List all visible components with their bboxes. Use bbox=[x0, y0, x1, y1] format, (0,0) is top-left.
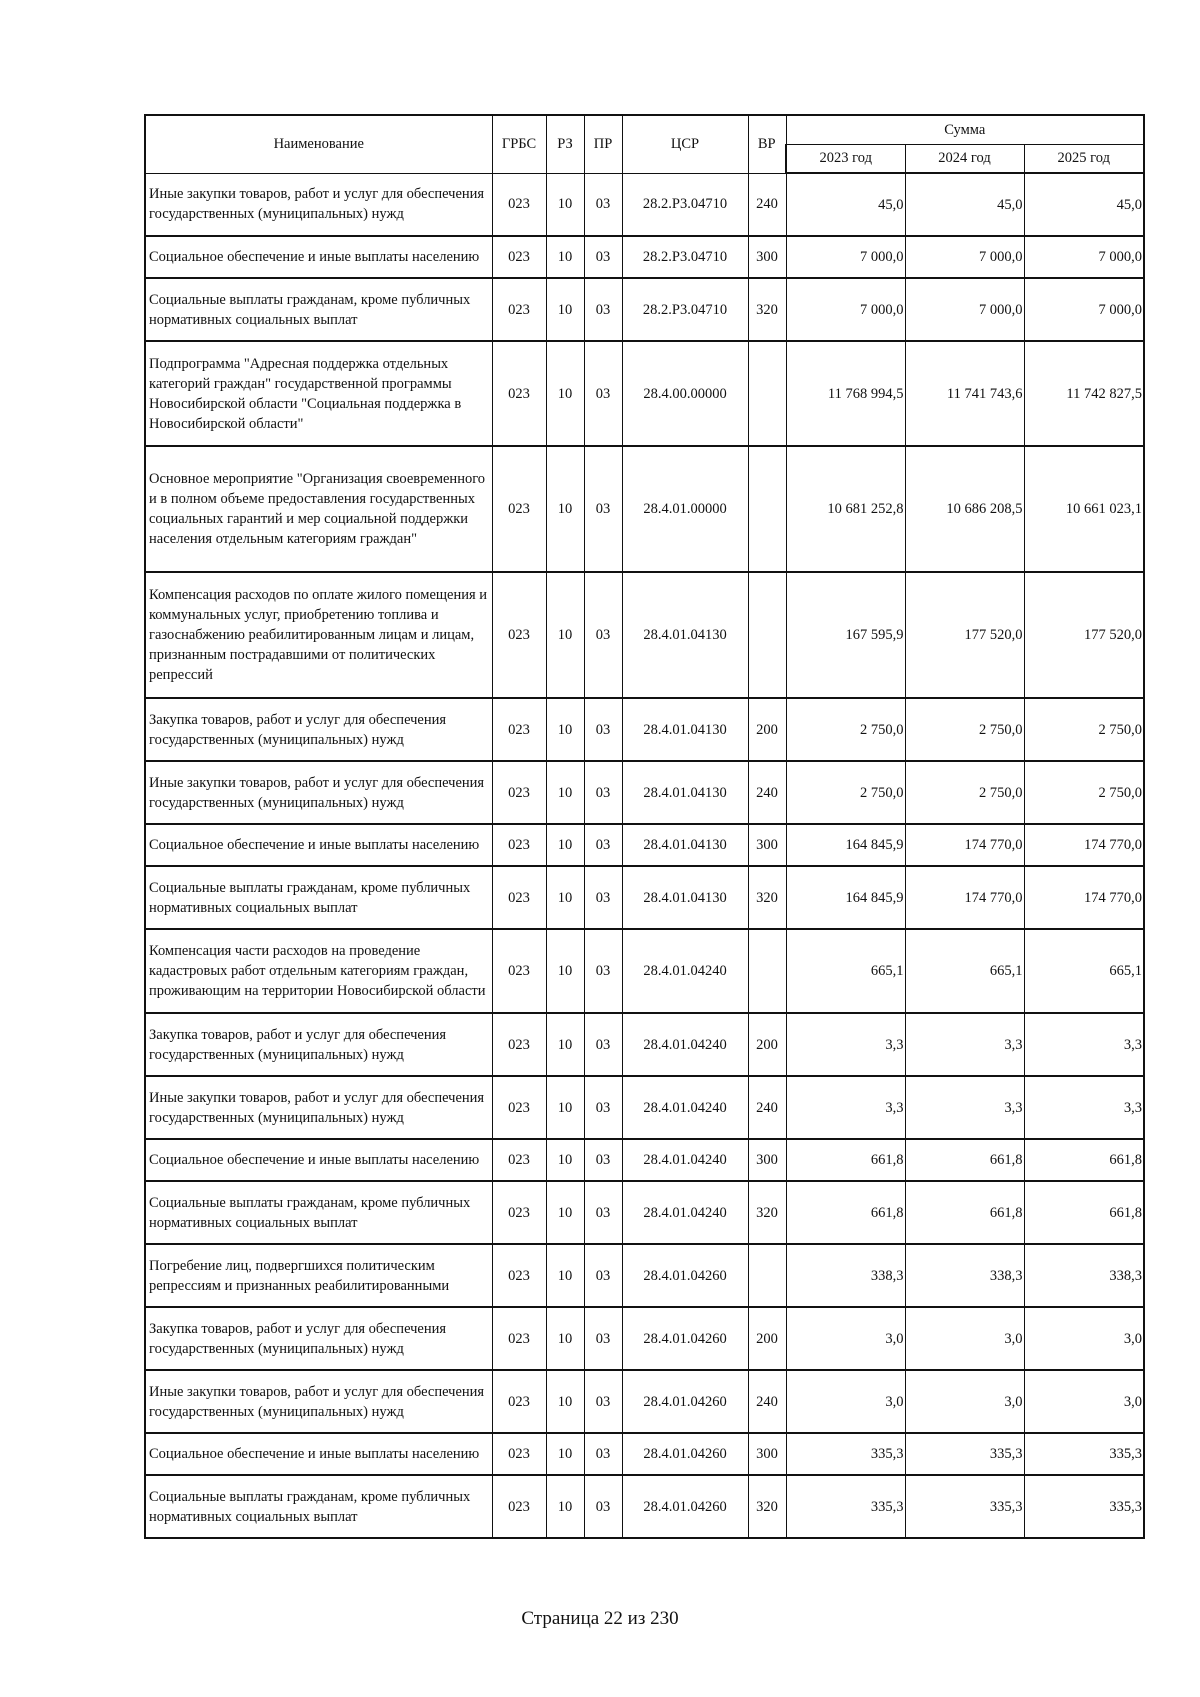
cell-grbs: 023 bbox=[492, 1013, 546, 1076]
table-row bbox=[145, 1181, 1144, 1244]
cell-rz: 10 bbox=[546, 761, 584, 824]
header-sum: Сумма bbox=[786, 115, 1144, 144]
cell-grbs: 023 bbox=[492, 341, 546, 446]
cell-vr: 300 bbox=[748, 1139, 786, 1181]
table-header bbox=[145, 115, 1144, 173]
cell-sum-2025: 3,0 bbox=[1024, 1307, 1144, 1370]
table-row bbox=[145, 341, 1144, 446]
cell-vr: 240 bbox=[748, 173, 786, 236]
cell-grbs: 023 bbox=[492, 278, 546, 341]
table-row bbox=[145, 236, 1144, 278]
cell-name: Иные закупки товаров, работ и услуг для обеспечения государственных (муниципальных) нужд bbox=[145, 1076, 492, 1139]
cell-vr bbox=[748, 446, 786, 572]
cell-grbs: 023 bbox=[492, 446, 546, 572]
cell-vr: 320 bbox=[748, 278, 786, 341]
cell-sum-2023: 7 000,0 bbox=[786, 278, 905, 341]
cell-sum-2025: 2 750,0 bbox=[1024, 761, 1144, 824]
cell-name: Социальные выплаты гражданам, кроме публичных нормативных социальных выплат bbox=[145, 278, 492, 341]
cell-sum-2025: 7 000,0 bbox=[1024, 236, 1144, 278]
cell-vr: 320 bbox=[748, 866, 786, 929]
header-year-2024: 2024 год bbox=[905, 144, 1024, 173]
cell-rz: 10 bbox=[546, 446, 584, 572]
cell-vr: 200 bbox=[748, 1307, 786, 1370]
budget-table bbox=[144, 114, 1145, 1539]
cell-grbs: 023 bbox=[492, 572, 546, 698]
cell-name: Закупка товаров, работ и услуг для обеспечения государственных (муниципальных) нужд bbox=[145, 1307, 492, 1370]
cell-name: Социальные выплаты гражданам, кроме публичных нормативных социальных выплат bbox=[145, 866, 492, 929]
table-row bbox=[145, 446, 1144, 572]
cell-pr: 03 bbox=[584, 1139, 622, 1181]
cell-sum-2023: 164 845,9 bbox=[786, 824, 905, 866]
cell-name: Основное мероприятие "Организация своевременного и в полном объеме предоставления государственных социальных гарантий и мер социальной поддержки населения отдельным категориям граждан" bbox=[145, 446, 492, 572]
cell-sum-2024: 665,1 bbox=[905, 929, 1024, 1013]
cell-sum-2025: 7 000,0 bbox=[1024, 278, 1144, 341]
cell-sum-2025: 335,3 bbox=[1024, 1475, 1144, 1538]
cell-pr: 03 bbox=[584, 1307, 622, 1370]
cell-grbs: 023 bbox=[492, 1370, 546, 1433]
cell-sum-2024: 177 520,0 bbox=[905, 572, 1024, 698]
cell-rz: 10 bbox=[546, 1076, 584, 1139]
cell-csr: 28.4.01.04130 bbox=[622, 866, 748, 929]
cell-pr: 03 bbox=[584, 572, 622, 698]
cell-rz: 10 bbox=[546, 1181, 584, 1244]
cell-name: Социальное обеспечение и иные выплаты населению bbox=[145, 236, 492, 278]
cell-sum-2023: 3,0 bbox=[786, 1370, 905, 1433]
cell-pr: 03 bbox=[584, 1076, 622, 1139]
cell-rz: 10 bbox=[546, 341, 584, 446]
cell-csr: 28.4.01.04240 bbox=[622, 1181, 748, 1244]
cell-pr: 03 bbox=[584, 929, 622, 1013]
cell-vr bbox=[748, 572, 786, 698]
cell-csr: 28.4.01.04240 bbox=[622, 1013, 748, 1076]
cell-pr: 03 bbox=[584, 1013, 622, 1076]
cell-name: Погребение лиц, подвергшихся политическим репрессиям и признанных реабилитированными bbox=[145, 1244, 492, 1307]
header-grbs: ГРБС bbox=[492, 115, 546, 173]
cell-grbs: 023 bbox=[492, 1076, 546, 1139]
cell-grbs: 023 bbox=[492, 1475, 546, 1538]
cell-sum-2024: 45,0 bbox=[905, 173, 1024, 236]
cell-sum-2024: 174 770,0 bbox=[905, 866, 1024, 929]
cell-sum-2023: 661,8 bbox=[786, 1181, 905, 1244]
cell-pr: 03 bbox=[584, 446, 622, 572]
cell-name: Компенсация расходов по оплате жилого помещения и коммунальных услуг, приобретению топлива и газоснабжению реабилитированным лицам и лицам, признанным пострадавшими от политических репрессий bbox=[145, 572, 492, 698]
cell-rz: 10 bbox=[546, 866, 584, 929]
cell-pr: 03 bbox=[584, 698, 622, 761]
cell-sum-2025: 3,3 bbox=[1024, 1076, 1144, 1139]
cell-csr: 28.4.01.04130 bbox=[622, 761, 748, 824]
cell-sum-2023: 3,3 bbox=[786, 1013, 905, 1076]
table-row bbox=[145, 1013, 1144, 1076]
cell-csr: 28.4.01.00000 bbox=[622, 446, 748, 572]
cell-sum-2025: 661,8 bbox=[1024, 1139, 1144, 1181]
cell-vr: 200 bbox=[748, 698, 786, 761]
cell-sum-2025: 335,3 bbox=[1024, 1433, 1144, 1475]
cell-sum-2023: 10 681 252,8 bbox=[786, 446, 905, 572]
cell-csr: 28.2.P3.04710 bbox=[622, 236, 748, 278]
header-year-2023: 2023 год bbox=[786, 144, 905, 173]
cell-name: Социальные выплаты гражданам, кроме публичных нормативных социальных выплат bbox=[145, 1475, 492, 1538]
cell-rz: 10 bbox=[546, 173, 584, 236]
cell-sum-2025: 174 770,0 bbox=[1024, 866, 1144, 929]
cell-name: Закупка товаров, работ и услуг для обеспечения государственных (муниципальных) нужд bbox=[145, 1013, 492, 1076]
table-row bbox=[145, 761, 1144, 824]
cell-pr: 03 bbox=[584, 1181, 622, 1244]
table-row bbox=[145, 278, 1144, 341]
cell-sum-2024: 174 770,0 bbox=[905, 824, 1024, 866]
cell-sum-2025: 3,3 bbox=[1024, 1013, 1144, 1076]
cell-sum-2023: 167 595,9 bbox=[786, 572, 905, 698]
cell-name: Социальные выплаты гражданам, кроме публичных нормативных социальных выплат bbox=[145, 1181, 492, 1244]
table-row bbox=[145, 173, 1144, 236]
cell-grbs: 023 bbox=[492, 866, 546, 929]
header-year-2025: 2025 год bbox=[1024, 144, 1144, 173]
cell-name: Социальное обеспечение и иные выплаты населению bbox=[145, 1433, 492, 1475]
cell-rz: 10 bbox=[546, 1433, 584, 1475]
cell-sum-2023: 45,0 bbox=[786, 173, 905, 236]
cell-rz: 10 bbox=[546, 824, 584, 866]
cell-sum-2025: 174 770,0 bbox=[1024, 824, 1144, 866]
cell-name: Социальное обеспечение и иные выплаты населению bbox=[145, 1139, 492, 1181]
cell-vr: 300 bbox=[748, 1433, 786, 1475]
cell-pr: 03 bbox=[584, 236, 622, 278]
cell-sum-2024: 335,3 bbox=[905, 1475, 1024, 1538]
cell-pr: 03 bbox=[584, 341, 622, 446]
cell-sum-2024: 2 750,0 bbox=[905, 698, 1024, 761]
cell-pr: 03 bbox=[584, 866, 622, 929]
cell-sum-2024: 3,3 bbox=[905, 1076, 1024, 1139]
cell-sum-2024: 2 750,0 bbox=[905, 761, 1024, 824]
header-pr: ПР bbox=[584, 115, 622, 173]
table-row bbox=[145, 1076, 1144, 1139]
cell-rz: 10 bbox=[546, 929, 584, 1013]
cell-csr: 28.4.01.04260 bbox=[622, 1433, 748, 1475]
table-row bbox=[145, 929, 1144, 1013]
table-row bbox=[145, 1475, 1144, 1538]
cell-pr: 03 bbox=[584, 1370, 622, 1433]
cell-pr: 03 bbox=[584, 173, 622, 236]
cell-sum-2023: 164 845,9 bbox=[786, 866, 905, 929]
cell-csr: 28.4.01.04260 bbox=[622, 1307, 748, 1370]
cell-csr: 28.4.01.04240 bbox=[622, 1139, 748, 1181]
cell-pr: 03 bbox=[584, 824, 622, 866]
cell-pr: 03 bbox=[584, 278, 622, 341]
cell-sum-2023: 2 750,0 bbox=[786, 761, 905, 824]
table-row bbox=[145, 1433, 1144, 1475]
table-row bbox=[145, 1307, 1144, 1370]
table-row bbox=[145, 1370, 1144, 1433]
cell-sum-2024: 661,8 bbox=[905, 1181, 1024, 1244]
cell-sum-2023: 3,0 bbox=[786, 1307, 905, 1370]
cell-name: Компенсация части расходов на проведение кадастровых работ отдельным категориям граждан, проживающим на территории Новосибирской области bbox=[145, 929, 492, 1013]
cell-grbs: 023 bbox=[492, 698, 546, 761]
cell-rz: 10 bbox=[546, 1139, 584, 1181]
cell-grbs: 023 bbox=[492, 929, 546, 1013]
table-row bbox=[145, 698, 1144, 761]
cell-csr: 28.4.01.04130 bbox=[622, 698, 748, 761]
table-row bbox=[145, 572, 1144, 698]
cell-grbs: 023 bbox=[492, 173, 546, 236]
cell-sum-2024: 3,0 bbox=[905, 1307, 1024, 1370]
cell-sum-2023: 11 768 994,5 bbox=[786, 341, 905, 446]
cell-vr bbox=[748, 341, 786, 446]
cell-sum-2024: 7 000,0 bbox=[905, 278, 1024, 341]
cell-sum-2023: 665,1 bbox=[786, 929, 905, 1013]
cell-name: Иные закупки товаров, работ и услуг для обеспечения государственных (муниципальных) нужд bbox=[145, 1370, 492, 1433]
cell-grbs: 023 bbox=[492, 1139, 546, 1181]
cell-sum-2024: 338,3 bbox=[905, 1244, 1024, 1307]
cell-sum-2025: 2 750,0 bbox=[1024, 698, 1144, 761]
cell-sum-2023: 338,3 bbox=[786, 1244, 905, 1307]
cell-grbs: 023 bbox=[492, 1244, 546, 1307]
cell-sum-2023: 7 000,0 bbox=[786, 236, 905, 278]
cell-sum-2025: 665,1 bbox=[1024, 929, 1144, 1013]
cell-name: Социальное обеспечение и иные выплаты населению bbox=[145, 824, 492, 866]
cell-name: Закупка товаров, работ и услуг для обеспечения государственных (муниципальных) нужд bbox=[145, 698, 492, 761]
cell-pr: 03 bbox=[584, 761, 622, 824]
header-rz: РЗ bbox=[546, 115, 584, 173]
header-csr: ЦСР bbox=[622, 115, 748, 173]
cell-name: Иные закупки товаров, работ и услуг для обеспечения государственных (муниципальных) нужд bbox=[145, 761, 492, 824]
cell-rz: 10 bbox=[546, 1370, 584, 1433]
cell-sum-2024: 10 686 208,5 bbox=[905, 446, 1024, 572]
header-vr: ВР bbox=[748, 115, 786, 173]
cell-sum-2024: 335,3 bbox=[905, 1433, 1024, 1475]
cell-vr bbox=[748, 1244, 786, 1307]
cell-csr: 28.2.P3.04710 bbox=[622, 173, 748, 236]
table-body bbox=[145, 173, 1144, 1538]
table-row bbox=[145, 866, 1144, 929]
cell-sum-2024: 661,8 bbox=[905, 1139, 1024, 1181]
cell-grbs: 023 bbox=[492, 1307, 546, 1370]
cell-sum-2025: 45,0 bbox=[1024, 173, 1144, 236]
cell-csr: 28.4.01.04130 bbox=[622, 824, 748, 866]
cell-vr: 240 bbox=[748, 1370, 786, 1433]
cell-csr: 28.4.01.04240 bbox=[622, 1076, 748, 1139]
cell-rz: 10 bbox=[546, 1475, 584, 1538]
cell-sum-2025: 10 661 023,1 bbox=[1024, 446, 1144, 572]
cell-vr: 320 bbox=[748, 1181, 786, 1244]
cell-vr: 320 bbox=[748, 1475, 786, 1538]
cell-sum-2023: 3,3 bbox=[786, 1076, 905, 1139]
cell-csr: 28.4.00.00000 bbox=[622, 341, 748, 446]
cell-sum-2025: 338,3 bbox=[1024, 1244, 1144, 1307]
cell-rz: 10 bbox=[546, 1307, 584, 1370]
cell-rz: 10 bbox=[546, 1244, 584, 1307]
cell-sum-2024: 3,0 bbox=[905, 1370, 1024, 1433]
cell-vr: 240 bbox=[748, 1076, 786, 1139]
cell-grbs: 023 bbox=[492, 1433, 546, 1475]
cell-vr: 300 bbox=[748, 236, 786, 278]
cell-rz: 10 bbox=[546, 572, 584, 698]
cell-vr: 200 bbox=[748, 1013, 786, 1076]
cell-sum-2025: 11 742 827,5 bbox=[1024, 341, 1144, 446]
cell-sum-2023: 2 750,0 bbox=[786, 698, 905, 761]
cell-sum-2023: 661,8 bbox=[786, 1139, 905, 1181]
cell-grbs: 023 bbox=[492, 761, 546, 824]
cell-name: Подпрограмма "Адресная поддержка отдельных категорий граждан" государственной программы Новосибирской области "Социальная поддержка в Новосибирской области" bbox=[145, 341, 492, 446]
header-name: Наименование bbox=[145, 115, 492, 173]
cell-name: Иные закупки товаров, работ и услуг для обеспечения государственных (муниципальных) нужд bbox=[145, 173, 492, 236]
cell-rz: 10 bbox=[546, 1013, 584, 1076]
table-row bbox=[145, 1244, 1144, 1307]
cell-csr: 28.4.01.04260 bbox=[622, 1244, 748, 1307]
cell-rz: 10 bbox=[546, 278, 584, 341]
page-number: Страница 22 из 230 bbox=[521, 1608, 679, 1629]
cell-sum-2025: 661,8 bbox=[1024, 1181, 1144, 1244]
cell-csr: 28.4.01.04260 bbox=[622, 1475, 748, 1538]
cell-vr bbox=[748, 929, 786, 1013]
cell-grbs: 023 bbox=[492, 824, 546, 866]
cell-grbs: 023 bbox=[492, 1181, 546, 1244]
cell-vr: 240 bbox=[748, 761, 786, 824]
cell-pr: 03 bbox=[584, 1244, 622, 1307]
cell-pr: 03 bbox=[584, 1433, 622, 1475]
cell-grbs: 023 bbox=[492, 236, 546, 278]
cell-rz: 10 bbox=[546, 698, 584, 761]
table-row bbox=[145, 1139, 1144, 1181]
cell-sum-2023: 335,3 bbox=[786, 1475, 905, 1538]
cell-sum-2024: 3,3 bbox=[905, 1013, 1024, 1076]
cell-vr: 300 bbox=[748, 824, 786, 866]
cell-pr: 03 bbox=[584, 1475, 622, 1538]
cell-csr: 28.2.P3.04710 bbox=[622, 278, 748, 341]
cell-csr: 28.4.01.04240 bbox=[622, 929, 748, 1013]
cell-csr: 28.4.01.04260 bbox=[622, 1370, 748, 1433]
cell-sum-2024: 11 741 743,6 bbox=[905, 341, 1024, 446]
table-row bbox=[145, 824, 1144, 866]
cell-rz: 10 bbox=[546, 236, 584, 278]
cell-csr: 28.4.01.04130 bbox=[622, 572, 748, 698]
cell-sum-2024: 7 000,0 bbox=[905, 236, 1024, 278]
cell-sum-2025: 3,0 bbox=[1024, 1370, 1144, 1433]
cell-sum-2025: 177 520,0 bbox=[1024, 572, 1144, 698]
cell-sum-2023: 335,3 bbox=[786, 1433, 905, 1475]
